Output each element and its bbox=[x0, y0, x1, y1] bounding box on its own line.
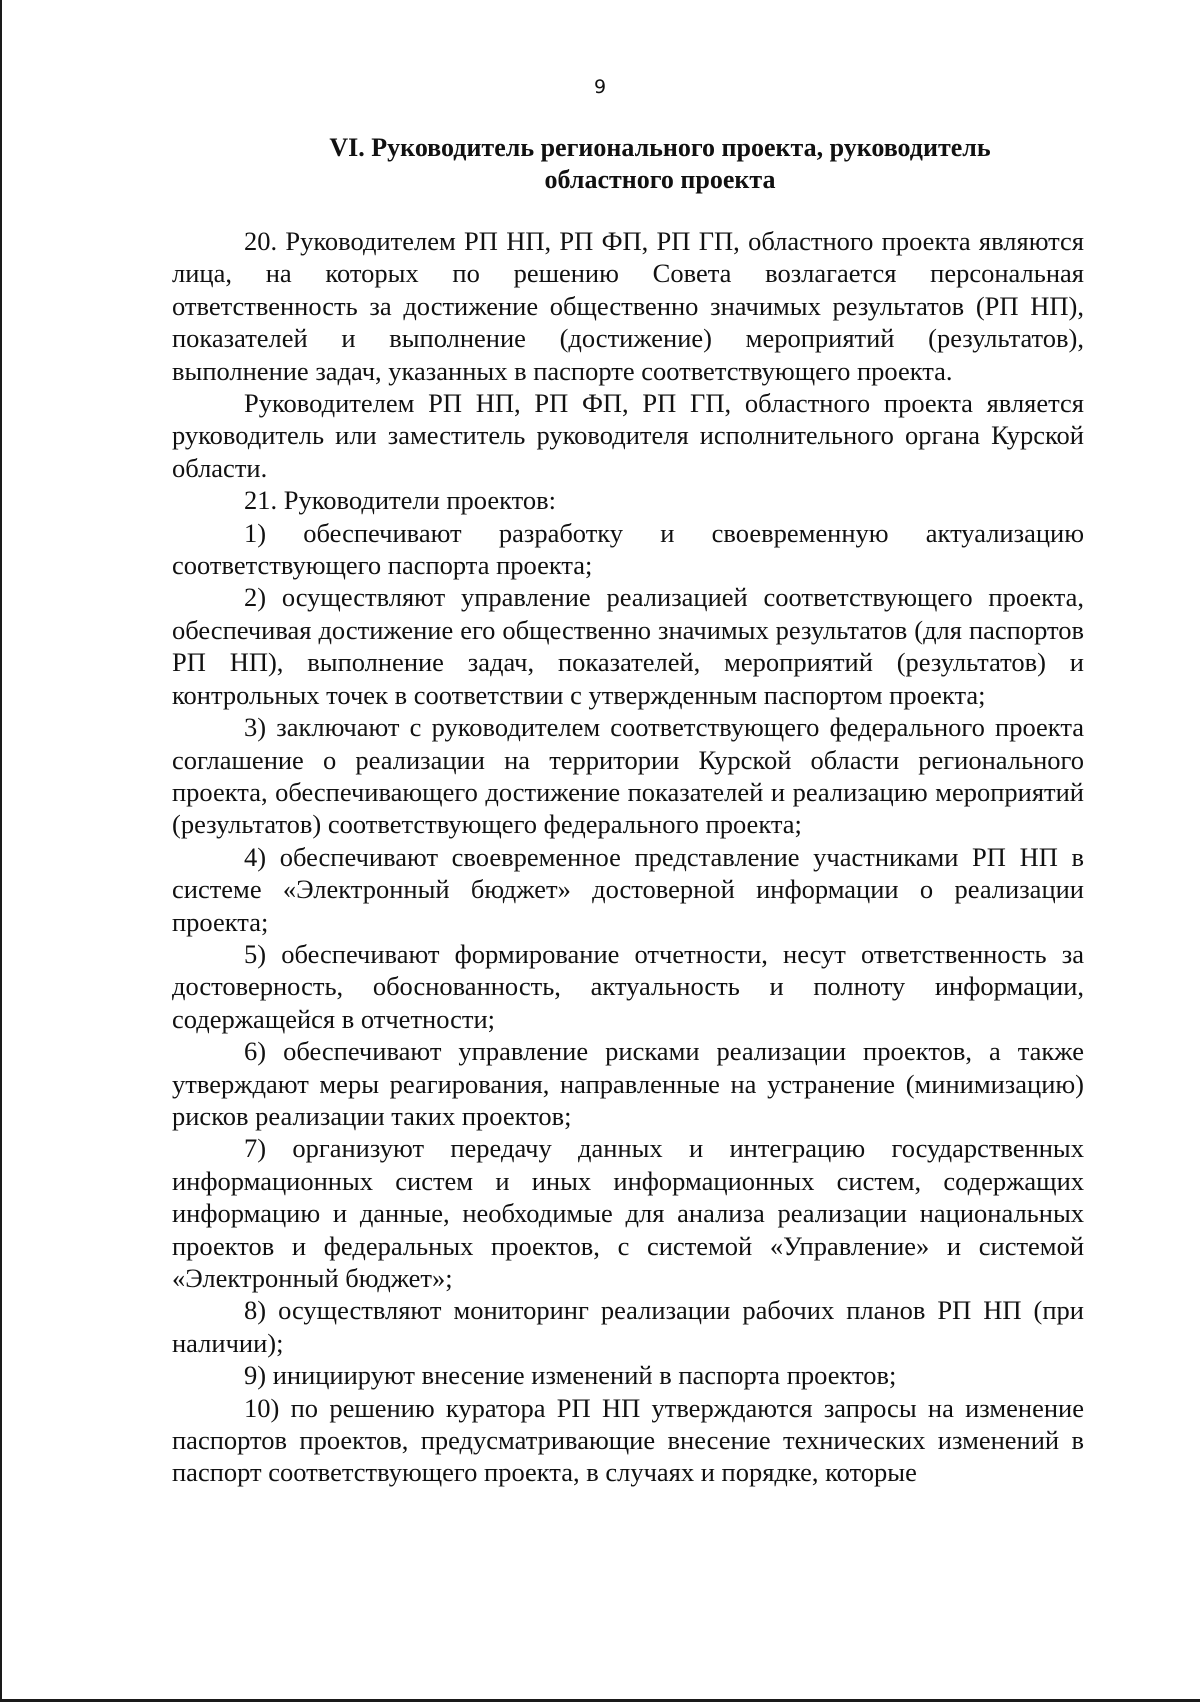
list-item-10: 10) по решению куратора РП НП утверждаются запросы на изменение паспортов проектов, предусматривающие внесение технических изменений в паспорт соответствующего проекта, в случаях и порядке, которые bbox=[172, 1392, 1084, 1488]
list-item-9: 9) инициируют внесение изменений в паспорта проектов; bbox=[244, 1360, 897, 1391]
list-item-2: 2) осуществляют управление реализацией соответствующего проекта, обеспечивая достижение его общественно значимых результатов (для паспортов РП НП), выполнение задач, показателей, мероприятий (результатов) и контрольных точек в соответствии с утвержденным паспортом проекта; bbox=[172, 582, 1084, 710]
list-item-6: 6) обеспечивают управление рисками реализации проектов, а также утверждают меры реагирования, направленные на устранение (минимизацию) рисков реализации таких проектов; bbox=[172, 1036, 1084, 1131]
list-item-1: 1) обеспечивают разработку и своевременную актуализацию соответствующего паспорта проекта; bbox=[172, 517, 1084, 581]
document-body bbox=[172, 225, 1084, 1489]
section-heading bbox=[250, 132, 1070, 196]
page-number: 9 bbox=[593, 76, 607, 98]
scan-edge-left bbox=[0, 0, 2, 1702]
list-item-5: 5) обеспечивают формирование отчетности, несут ответственность за достоверность, обоснованность, актуальность и полноту информации, содержащейся в отчетности; bbox=[172, 938, 1084, 1034]
list-item-3: 3) заключают с руководителем соответствующего федерального проекта соглашение о реализации на территории Курской области регионального проекта, обеспечивающего достижение показателей и реализацию мероприятий (результатов) соответствующего федерального проекта; bbox=[172, 712, 1084, 840]
section-heading-line-2: областного проекта bbox=[544, 165, 776, 194]
list-item-8: 8) осуществляют мониторинг реализации рабочих планов РП НП (при наличии); bbox=[172, 1295, 1084, 1358]
list-item-4: 4) обеспечивают своевременное представление участниками РП НП в системе «Электронный бюджет» достоверной информации о реализации проекта; bbox=[172, 841, 1084, 937]
paragraph-20-leader: Руководителем РП НП, РП ФП, РП ГП, областного проекта является руководитель или заместитель руководителя исполнительного органа Курской области. bbox=[172, 388, 1084, 483]
paragraph-20: 20. Руководителем РП НП, РП ФП, РП ГП, областного проекта являются лица, на которых по решению Совета возлагается персональная ответственность за достижение общественно значимых результатов (РП НП), показателей и выполнение (достижение) мероприятий (результатов), выполнение задач, указанных в паспорте соответствующего проекта. bbox=[172, 226, 1084, 386]
paragraph-21: 21. Руководители проектов: bbox=[244, 485, 557, 516]
section-heading-line-1: VI. Руководитель регионального проекта, руководитель bbox=[329, 133, 991, 162]
list-item-7: 7) организуют передачу данных и интеграцию государственных информационных систем и иных информационных систем, содержащих информацию и данные, необходимые для анализа реализации национальных проектов и федеральных проектов, с системой «Управление» и системой «Электронный бюджет»; bbox=[172, 1133, 1084, 1293]
